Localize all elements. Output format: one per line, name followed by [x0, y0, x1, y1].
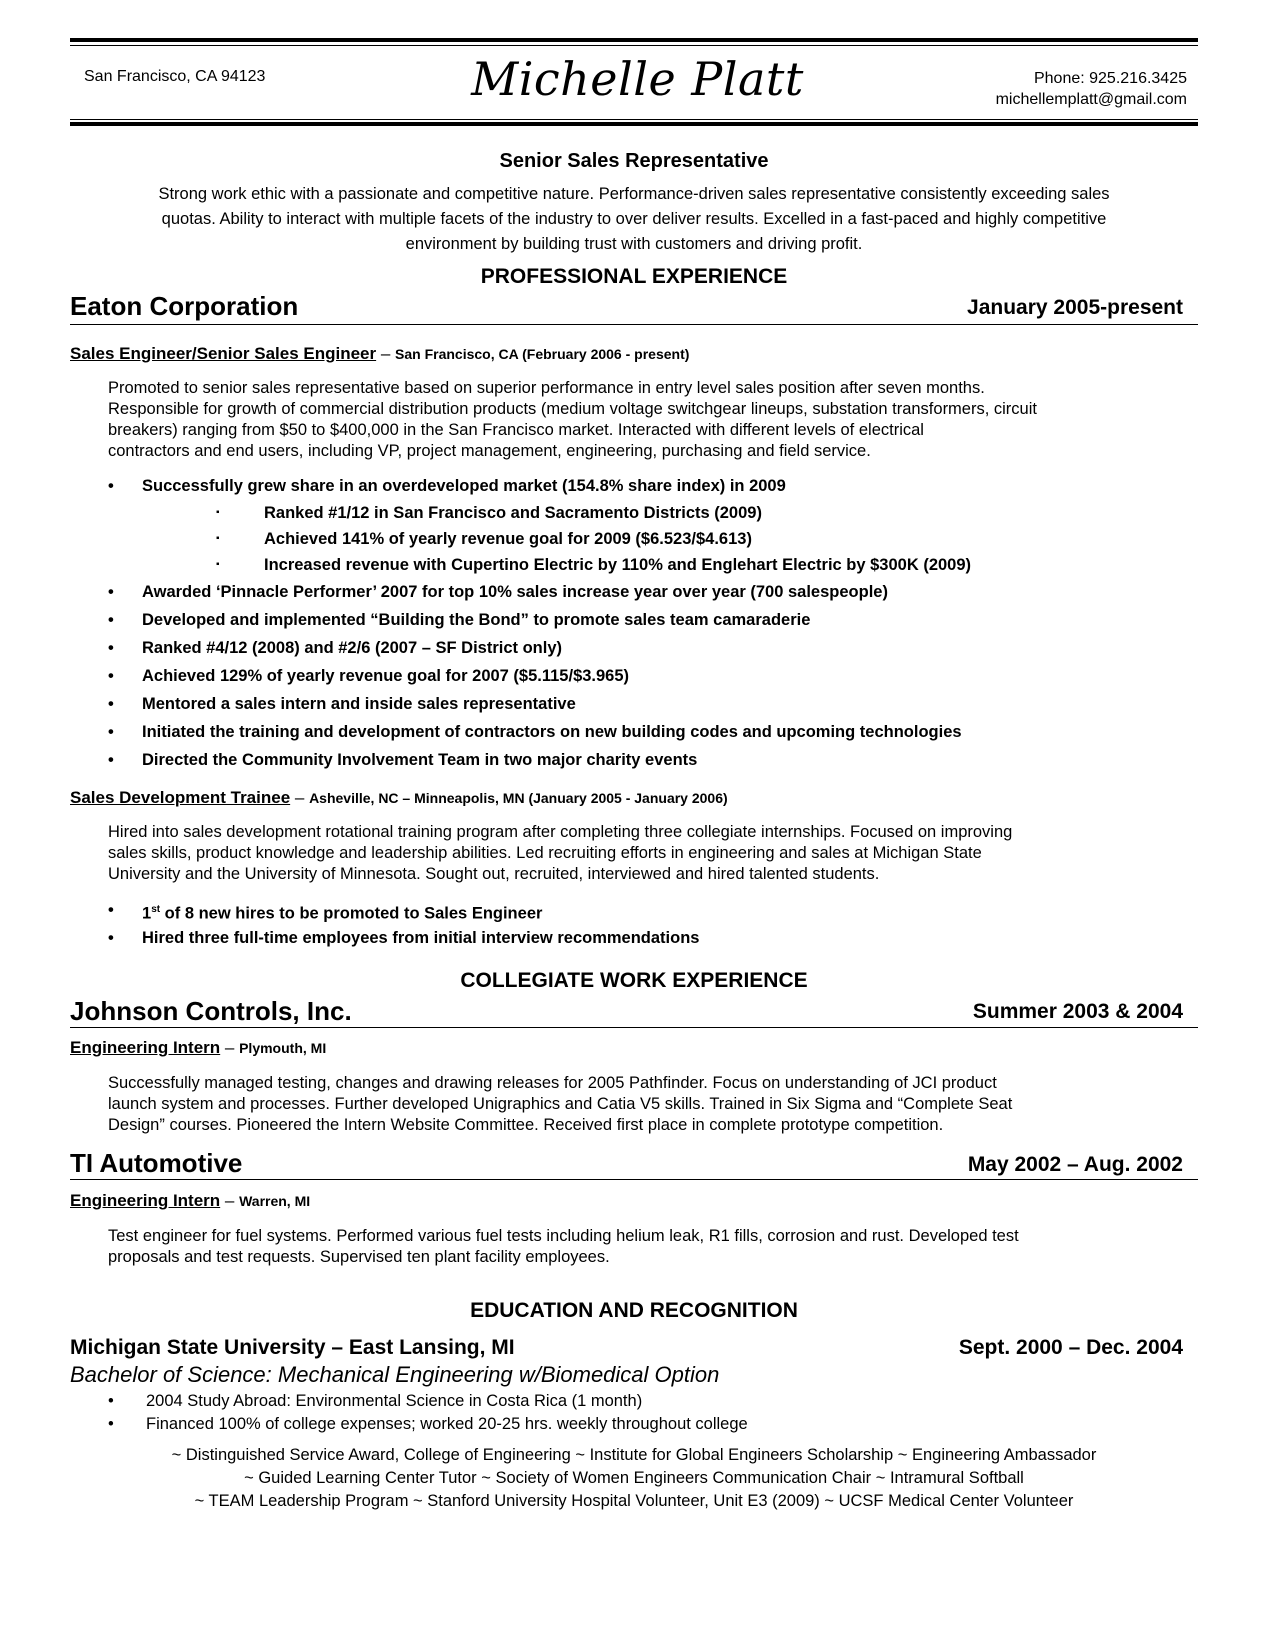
role-title: Engineering Intern: [70, 1191, 221, 1210]
bullet-icon: •: [108, 901, 114, 919]
description-line: Hired into sales development rotational training program after completing three collegiate internships. Focused on improving: [108, 823, 1013, 841]
role-location: Asheville, NC – Minneapolis, MN (January 2005 - January 2006): [309, 790, 728, 806]
list-item: [108, 472, 1198, 500]
company-underline: [70, 1179, 1198, 1180]
header-rule-bottom-thick: [70, 122, 1198, 126]
role-separator: –: [290, 788, 310, 807]
description-line: sales skills, product knowledge and leadership abilities. Led recruiting efforts in engineering and sales at Michigan State: [108, 844, 982, 862]
company-dates-ti: May 2002 – Aug. 2002: [967, 1153, 1183, 1176]
list-item-text: Successfully grew share in an overdeveloped market (154.8% share index) in 2009: [142, 477, 786, 495]
company-dates-eaton: January 2005-present: [967, 296, 1183, 319]
awards-line: ~ TEAM Leadership Program ~ Stanford University Hospital Volunteer, Unit E3 (2009) ~ UCSF Medical Center Volunteer: [194, 1492, 1074, 1510]
list-item-text: Hired three full-time employees from initial interview recommendations: [142, 929, 700, 947]
list-item: [108, 924, 1198, 952]
role-location: San Francisco, CA (February 2006 - present): [395, 346, 690, 362]
education-degree: Bachelor of Science: Mechanical Engineering w/Biomedical Option: [70, 1362, 720, 1387]
list-item-text: Directed the Community Involvement Team in two major charity events: [142, 751, 698, 769]
list-item: [108, 1390, 748, 1413]
bullet-icon: •: [108, 751, 114, 769]
summary-line: environment by building trust with customers and driving profit.: [405, 235, 863, 253]
summary-line: Strong work ethic with a passionate and competitive nature. Performance-driven sales representative consistently exceeding sales: [158, 185, 1110, 203]
awards-block: [70, 1444, 1198, 1513]
role-description-sales-engineer: [108, 378, 1148, 462]
list-item: [108, 690, 1198, 718]
list-item-text: Developed and implemented “Building the Bond” to promote sales team camaraderie: [142, 611, 811, 629]
description-line: Promoted to senior sales representative based on superior performance in entry level sales position after seven months.: [108, 379, 985, 397]
role-separator: –: [220, 1038, 240, 1057]
list-item: [108, 606, 1198, 634]
list-item: [108, 500, 1198, 526]
summary-line: quotas. Ability to interact with multiple facets of the industry to over deliver results. Excelled in a fast-paced and highly competitive: [161, 210, 1107, 228]
bullet-icon: •: [108, 1415, 114, 1433]
bullet-icon: •: [108, 611, 114, 629]
role-location: Plymouth, MI: [239, 1040, 327, 1056]
header-name: Michelle Platt: [471, 52, 804, 106]
section-title-education: EDUCATION AND RECOGNITION: [470, 1299, 798, 1322]
description-line: University and the University of Minnesota. Sought out, recruited, interviewed and hired talented students.: [108, 865, 880, 883]
header-phone: Phone: 925.216.3425: [1033, 70, 1187, 87]
achievements-list-sales-engineer: [108, 472, 1198, 774]
role-title: Sales Development Trainee: [70, 788, 291, 807]
list-item: [108, 746, 1198, 774]
list-item-text: Mentored a sales intern and inside sales representative: [142, 695, 576, 713]
bullet-icon: •: [108, 723, 114, 741]
list-item-text: 2004 Study Abroad: Environmental Science in Costa Rica (1 month): [146, 1392, 643, 1410]
summary-title: Senior Sales Representative: [499, 150, 769, 172]
description-line: Design” courses. Pioneered the Intern Website Committee. Received first place in complete prototype competition.: [108, 1116, 944, 1134]
company-dates-jci: Summer 2003 & 2004: [972, 1000, 1183, 1023]
company-name-ti: TI Automotive: [70, 1148, 243, 1178]
education-dates: Sept. 2000 – Dec. 2004: [958, 1336, 1183, 1359]
list-item-superscript: st: [151, 904, 161, 915]
role-description-jci: [108, 1073, 1148, 1136]
list-item-text: Achieved 129% of yearly revenue goal for 2007 ($5.115/$3.965): [142, 667, 630, 685]
list-item-text: Ranked #1/12 in San Francisco and Sacramento Districts (2009): [264, 504, 762, 522]
section-title-collegiate: COLLEGIATE WORK EXPERIENCE: [460, 969, 808, 992]
list-item: [108, 552, 1198, 578]
bullet-icon: •: [108, 695, 114, 713]
education-university: Michigan State University – East Lansing, MI: [70, 1336, 515, 1359]
bullet-icon: •: [108, 929, 114, 947]
square-bullet-icon: ▪: [216, 559, 220, 570]
list-item-text: of 8 new hires to be promoted to Sales Engineer: [160, 904, 543, 923]
description-line: contractors and end users, including VP, project management, engineering, purchasing and field service.: [108, 442, 871, 460]
header-rule-top-thick: [70, 38, 1198, 42]
role-separator: –: [376, 344, 396, 363]
role-description-sales-trainee: [108, 822, 1148, 885]
list-item: [108, 634, 1198, 662]
header-rule-top-thin: [70, 45, 1198, 46]
company-name-jci: Johnson Controls, Inc.: [70, 996, 352, 1026]
bullet-icon: •: [108, 477, 114, 495]
header-location: San Francisco, CA 94123: [84, 68, 266, 85]
role-location: Warren, MI: [239, 1193, 311, 1209]
list-item: [108, 1413, 748, 1436]
description-line: Successfully managed testing, changes and drawing releases for 2005 Pathfinder. Focus on understanding of JCI product: [108, 1074, 997, 1092]
list-item-text: Awarded ‘Pinnacle Performer’ 2007 for top 10% sales increase year over year (700 salespeople): [142, 583, 888, 601]
list-item: [108, 662, 1198, 690]
list-item: [108, 526, 1198, 552]
header-contact: [996, 68, 1187, 110]
description-line: breakers) ranging from $50 to $400,000 in the San Francisco market. Interacted with different levels of electrical: [108, 421, 924, 439]
list-item-text: Initiated the training and development of contractors on new building codes and upcoming technologies: [142, 723, 962, 741]
role-separator: –: [220, 1191, 240, 1210]
company-name-eaton: Eaton Corporation: [70, 291, 299, 321]
role-title: Engineering Intern: [70, 1038, 221, 1057]
role-heading-jci-intern: [70, 1038, 326, 1058]
list-item-text: Ranked #4/12 (2008) and #2/6 (2007 – SF District only): [142, 639, 563, 657]
awards-line: ~ Guided Learning Center Tutor ~ Society of Women Engineers Communication Chair ~ Intramural Softball: [244, 1469, 1024, 1487]
role-heading-sales-trainee: [70, 788, 728, 808]
bullet-icon: •: [108, 667, 114, 685]
achievements-list-sales-trainee: [108, 896, 1198, 952]
role-heading-sales-engineer: [70, 344, 689, 364]
description-line: launch system and processes. Further developed Unigraphics and Catia V5 skills. Trained in Six Sigma and “Complete Seat: [108, 1095, 1013, 1113]
section-title-professional: PROFESSIONAL EXPERIENCE: [480, 265, 788, 288]
header-email: michellemplatt@gmail.com: [995, 91, 1187, 108]
role-description-ti: [108, 1226, 1148, 1268]
bullet-icon: •: [108, 1392, 114, 1410]
square-bullet-icon: ▪: [216, 507, 220, 518]
list-item: [108, 578, 1198, 606]
list-item: [108, 896, 1198, 924]
role-heading-ti-intern: [70, 1191, 310, 1211]
company-underline: [70, 1027, 1198, 1028]
bullet-icon: •: [108, 639, 114, 657]
header-rule-bottom-thin: [70, 119, 1198, 120]
bullet-icon: •: [108, 583, 114, 601]
description-line: Responsible for growth of commercial distribution products (medium voltage switchgear lineups, substation transformers, circuit: [108, 400, 1037, 418]
company-underline: [70, 324, 1198, 325]
awards-line: ~ Distinguished Service Award, College of Engineering ~ Institute for Global Engineers Scholarship ~ Engineering Ambassador: [171, 1446, 1097, 1464]
education-list: [108, 1390, 748, 1436]
description-line: Test engineer for fuel systems. Performed various fuel tests including helium leak, R1 fills, corrosion and rust. Developed test: [108, 1227, 1019, 1245]
list-item-number: 1: [142, 904, 152, 923]
list-item-text: Achieved 141% of yearly revenue goal for 2009 ($6.523/$4.613): [264, 530, 752, 548]
square-bullet-icon: ▪: [216, 533, 220, 544]
role-title: Sales Engineer/Senior Sales Engineer: [70, 344, 377, 363]
description-line: proposals and test requests. Supervised ten plant facility employees.: [108, 1248, 610, 1266]
list-item: [108, 718, 1198, 746]
list-item-text: Financed 100% of college expenses; worked 20-25 hrs. weekly throughout college: [146, 1415, 748, 1433]
summary-text: [75, 182, 1193, 257]
list-item-text: Increased revenue with Cupertino Electric by 110% and Englehart Electric by $300K (2009): [264, 556, 972, 574]
